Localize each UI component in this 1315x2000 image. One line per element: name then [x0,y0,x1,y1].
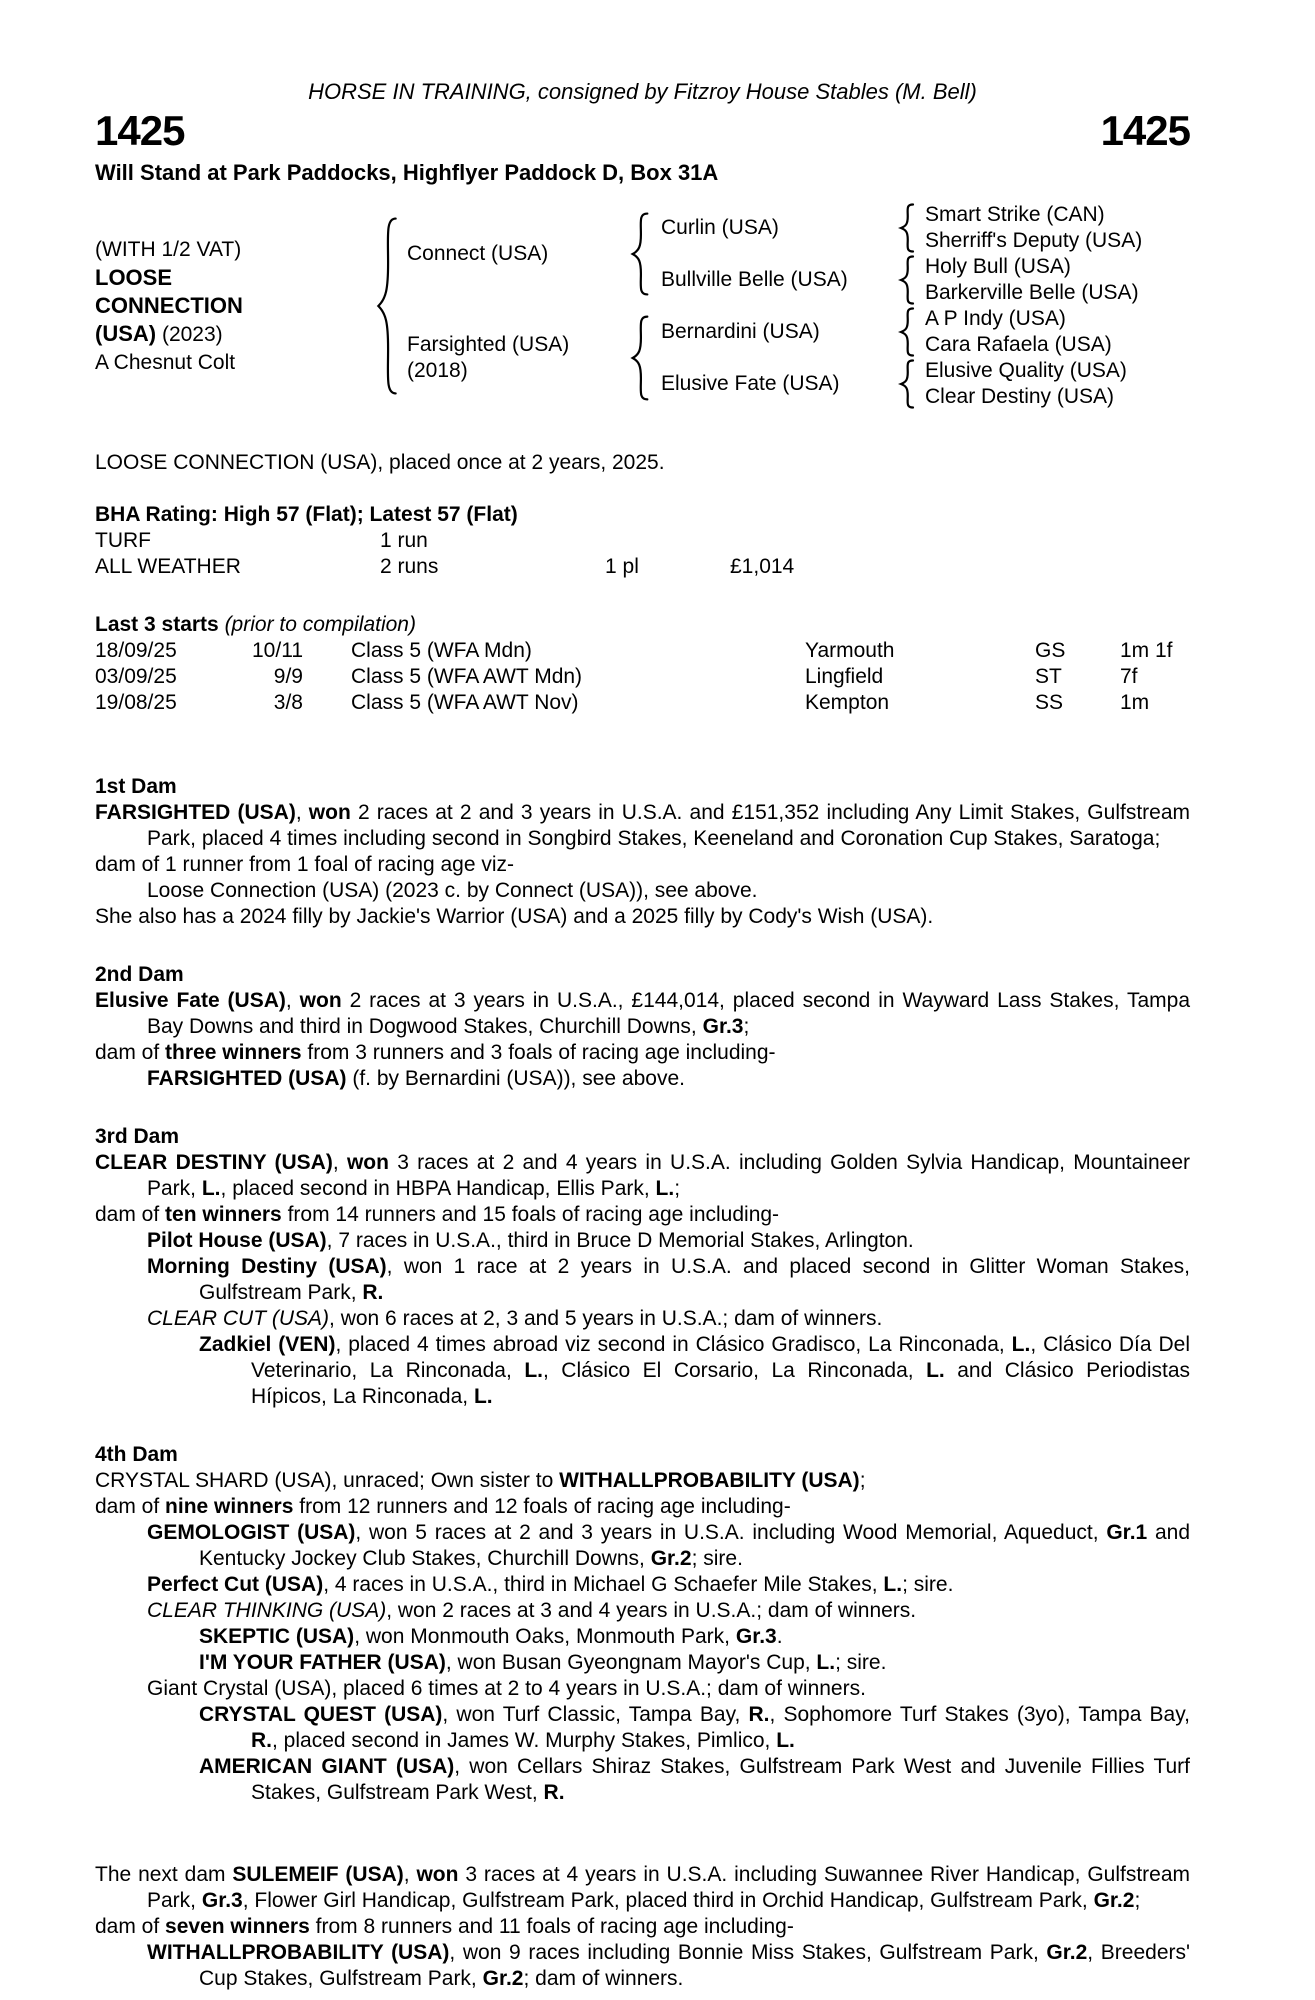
text-segment: ; [859,1469,866,1492]
text-segment: seven winners [165,1915,310,1938]
pedigree-paragraph [147,1676,1190,1702]
granddam-name: Elusive Fate (USA) [661,372,840,395]
race-course: Kempton [805,691,890,714]
pedigree-paragraph [95,1150,1190,1202]
text-segment: Pilot House (USA) [147,1229,327,1252]
text-segment: ; [674,1177,681,1200]
consignment-line: HORSE IN TRAINING, consigned by Fitzroy House Stables (M. Bell) [308,79,977,104]
text-segment: FARSIGHTED (USA) [147,1067,347,1090]
race-date: 18/09/25 [95,639,177,662]
text-segment: and Clásico Periodistas Hípicos, La Rinconada, [251,1359,1190,1408]
last-starts-heading [95,612,1190,638]
text-segment: won [308,801,351,824]
pedigree-paragraph [199,1650,1190,1676]
pedigree-paragraph [147,1228,1190,1254]
race-distance: 7f [1120,665,1138,688]
horse-name-line1: LOOSE [95,264,173,290]
surface-stats-row [95,554,1190,580]
text-segment: ; sire. [902,1573,954,1596]
pedigree-paragraph [147,1598,1190,1624]
text-segment: , won Monmouth Oaks, Monmouth Park, [354,1625,736,1648]
text-segment: ; [743,1015,750,1038]
curly-brace-pair [889,202,925,254]
text-segment: Elusive Fate (USA) [95,989,286,1012]
lot-number-right: 1425 [1100,107,1190,154]
text-segment: I'M YOUR FATHER (USA) [199,1651,446,1674]
surface-runs: 1 run [380,529,428,552]
pedigree-paragraph [95,1040,1190,1066]
text-segment: dam of [95,1041,166,1064]
race-class: Class 5 (WFA AWT Mdn) [351,665,583,688]
text-segment: AMERICAN GIANT (USA) [199,1755,455,1778]
race-position: 9/9 [273,665,303,688]
text-segment: 3 races at 2 and 4 years in U.S.A. including Golden Sylvia Handicap, Mountaineer Park, [147,1151,1190,1200]
text-segment: L. [655,1177,675,1200]
text-segment: CLEAR DESTINY (USA) [95,1151,333,1174]
race-distance: 1m 1f [1120,639,1173,662]
text-segment: WITHALLPROBABILITY (USA) [147,1941,450,1964]
text-segment: , placed second in James W. Murphy Stakes, Pimlico, [272,1729,777,1752]
curly-brace-icon [898,359,916,409]
horse-name-line3 [95,320,367,349]
race-going: SS [1035,691,1064,714]
text-segment: Gr.2 [482,1967,524,1990]
race-distance: 1m [1120,691,1150,714]
race-date: 03/09/25 [95,665,177,688]
lot-number-left: 1425 [95,107,185,154]
text-segment: , won Busan Gyeongnam Mayor's Cup, [445,1651,817,1674]
text-segment: , 4 races in U.S.A., third in Michael G Schaefer Mile Stakes, [323,1573,884,1596]
dam-section [95,774,1190,930]
text-segment: , [332,1151,347,1174]
curly-brace-pair [889,254,925,306]
curly-brace-icon [629,314,651,402]
pedigree-paragraph [95,852,1190,878]
curly-brace-icon [629,211,651,297]
text-segment: , won 1 race at 2 years in U.S.A. and placed second in Glitter Woman Stakes, Gulfstream Park, [199,1255,1190,1304]
dam-name: Farsighted (USA) [407,333,570,356]
text-segment: , [403,1863,417,1886]
text-segment: , Clásico Día Del Veterinario, La Rinconada, [251,1333,1190,1382]
text-segment: L. [473,1385,493,1408]
surface-runs: 2 runs [380,555,439,578]
race-going: GS [1035,639,1066,662]
text-segment: WITHALLPROBABILITY (USA) [559,1469,860,1492]
text-segment: ; sire. [691,1547,743,1570]
pedigree-paragraph [95,1914,1190,1940]
great-grandparent-name: Sherriff's Deputy (USA) [925,229,1143,252]
text-segment: 3 races at 4 years in U.S.A. including Suwannee River Handicap, Gulfstream Park, [147,1863,1191,1912]
sire-name: Connect (USA) [407,242,549,265]
text-segment: L. [926,1359,945,1382]
race-date: 19/08/25 [95,691,177,714]
great-grandparent-name: Clear Destiny (USA) [925,385,1115,408]
last-starts-title: Last 3 starts [95,613,219,636]
text-segment: from 8 runners and 11 foals of racing age including- [309,1915,794,1938]
horse-name-suffix: (USA) [95,320,157,346]
great-grandparent-name: A P Indy (USA) [925,307,1066,330]
pedigree-paragraph [95,1494,1190,1520]
pedigree-paragraph [199,1332,1190,1410]
pedigree-paragraph [95,800,1190,852]
section-heading: 2nd Dam [95,963,184,986]
dam-section [95,1862,1190,1992]
text-segment: Gr.2 [1093,1889,1135,1912]
section-heading: 3rd Dam [95,1125,180,1148]
race-course: Yarmouth [805,639,895,662]
dam-section [95,1124,1190,1410]
text-segment: ; sire. [835,1651,887,1674]
text-segment: , 7 races in U.S.A., third in Bruce D Memorial Stakes, Arlington. [326,1229,914,1252]
text-segment: , won 9 races including Bonnie Miss Stakes, Gulfstream Park, [449,1941,1047,1964]
great-grandparent-name: Holy Bull (USA) [925,255,1071,278]
text-segment: Gr.1 [1106,1521,1148,1544]
text-segment: , Clásico El Corsario, La Rinconada, [542,1359,927,1382]
text-segment: won [346,1151,389,1174]
text-segment: . [776,1625,783,1648]
last-starts-block [95,612,1190,716]
pedigree-paragraph [199,1624,1190,1650]
vat-note: (WITH 1/2 VAT) [95,237,242,261]
race-row [95,690,1190,716]
curly-brace-icon [898,255,916,305]
text-segment: Gr.3 [201,1889,243,1912]
text-segment: , won 2 races at 3 and 4 years in U.S.A.; dam of winners. [386,1599,917,1622]
great-grandparent-name: Smart Strike (CAN) [925,203,1105,226]
text-segment: L. [776,1729,795,1752]
pedigree-paragraph [199,1754,1190,1806]
text-segment: SULEMEIF (USA) [232,1863,404,1886]
pedigree-paragraph [147,1306,1190,1332]
pedigree-paragraph [147,1066,1190,1092]
section-heading: 1st Dam [95,775,177,798]
grandsire-name: Bernardini (USA) [661,320,820,343]
text-segment: L. [883,1573,903,1596]
text-segment: , Sophomore Turf Stakes (3yo), Tampa Bay, [769,1703,1190,1726]
text-segment: , Flower Girl Handicap, Gulfstream Park, placed third in Orchid Handicap, Gulfstream Park, [242,1889,1094,1912]
foaling-year: (2023) [161,322,223,346]
great-grandparent-name: Cara Rafaela (USA) [925,333,1112,356]
curly-brace-main [367,202,407,410]
text-segment: CLEAR CUT (USA) [147,1307,330,1330]
pedigree-paragraph [147,1572,1190,1598]
curly-brace-pair [889,306,925,358]
text-segment: ; [1134,1889,1141,1912]
curly-brace-icon [898,307,916,357]
text-segment: ; dam of winners. [523,1967,684,1990]
pedigree-paragraph [199,1702,1190,1754]
text-segment: Giant Crystal (USA), placed 6 times at 2 to 4 years in U.S.A.; dam of winners. [147,1677,866,1700]
surface-label: TURF [95,529,151,552]
text-segment: She also has a 2024 filly by Jackie's Warrior (USA) and a 2025 filly by Cody's Wish (USA). [95,905,934,928]
text-segment: and Kentucky Jockey Club Stakes, Churchill Downs, [199,1521,1191,1570]
dam-sections [95,774,1190,1992]
dam-section [95,1442,1190,1806]
pedigree-paragraph [95,988,1190,1040]
race-row [95,664,1190,690]
race-going: ST [1035,665,1062,688]
text-segment: SKEPTIC (USA) [199,1625,355,1648]
text-segment: , won 6 races at 2, 3 and 5 years in U.S.A.; dam of winners. [329,1307,883,1330]
pedigree-paragraph [147,1254,1190,1306]
text-segment: 2 races at 3 years in U.S.A., £144,014, placed second in Wayward Lass Stakes, Tampa Bay Downs and third in Dogwood Stakes, Churchill Downs, [147,989,1191,1038]
text-segment: Gr.2 [650,1547,692,1570]
text-segment: (f. by Bernardini (USA)), see above. [346,1067,685,1090]
lot-number-row [95,108,1190,154]
text-segment: , [285,989,300,1012]
dam-section [95,962,1190,1092]
horse-name-line2: CONNECTION [95,292,243,318]
race-row [95,638,1190,664]
curly-brace-icon [898,203,916,253]
text-segment: R. [362,1281,384,1304]
text-segment: ten winners [165,1203,282,1226]
surface-placed: 1 pl [605,555,639,578]
dam-year: (2018) [407,359,468,382]
text-segment: , won 5 races at 2 and 3 years in U.S.A. including Wood Memorial, Aqueduct, [355,1521,1107,1544]
curly-brace-icon [374,213,400,399]
race-summary: LOOSE CONNECTION (USA), placed once at 2 years, 2025. [95,451,665,474]
text-segment: Loose Connection (USA) (2023 c. by Connect (USA)), see above. [147,879,758,902]
pedigree-paragraph [95,1468,1190,1494]
pedigree-paragraph [147,1940,1190,1992]
race-course: Lingfield [805,665,884,688]
text-segment: FARSIGHTED (USA) [95,801,296,824]
text-segment: dam of [95,1915,166,1938]
lot-info-block [95,202,367,410]
pedigree-paragraph [147,1520,1190,1572]
text-segment: R. [748,1703,770,1726]
pedigree-paragraph [95,1202,1190,1228]
text-segment: L. [524,1359,543,1382]
pedigree-paragraph [147,878,1190,904]
text-segment: from 3 runners and 3 foals of racing age including- [301,1041,776,1064]
surface-placed [605,528,730,554]
last-starts-subtitle: (prior to compilation) [218,613,416,636]
stand-location: Will Stand at Park Paddocks, Highflyer Paddock D, Box 31A [95,160,719,185]
race-position: 3/8 [273,691,303,714]
colour-sex: A Chesnut Colt [95,350,236,374]
race-class: Class 5 (WFA Mdn) [351,639,532,662]
dam-block [407,306,619,410]
pedigree-paragraph [95,1862,1190,1914]
text-segment: won [299,989,342,1012]
text-segment: from 12 runners and 12 foals of racing age including- [293,1495,791,1518]
text-segment: , won Cellars Shiraz Stakes, Gulfstream Park West and Juvenile Fillies Turf Stakes, Gulfstream Park West, [251,1755,1191,1804]
text-segment: L. [201,1177,221,1200]
text-segment: , placed second in HBPA Handicap, Ellis Park, [220,1177,656,1200]
text-segment: Gr.2 [1046,1941,1088,1964]
text-segment: , placed 4 times abroad viz second in Clásico Gradisco, La Rinconada, [335,1333,1012,1356]
text-segment: R. [251,1729,272,1752]
text-segment: nine winners [165,1495,294,1518]
text-segment: CLEAR THINKING (USA) [147,1599,387,1622]
text-segment: three winners [165,1041,302,1064]
surface-earnings: £1,014 [730,555,795,578]
text-segment: 2 races at 2 and 3 years in U.S.A. and £151,352 including Any Limit Stakes, Gulfstream Park, placed 4 times including second in Songbird Stakes, Keeneland and Coronation Cup Stakes, Saratoga; [147,801,1190,850]
great-grandparent-name: Elusive Quality (USA) [925,359,1127,382]
great-grandparent-name: Barkerville Belle (USA) [925,281,1139,304]
text-segment: GEMOLOGIST (USA) [147,1521,356,1544]
text-segment: Morning Destiny (USA) [147,1255,387,1278]
text-segment: Gr.3 [702,1015,744,1038]
text-segment: CRYSTAL SHARD (USA), unraced; Own sister to [95,1469,560,1492]
race-class: Class 5 (WFA AWT Nov) [351,691,579,714]
surface-label: ALL WEATHER [95,555,241,578]
text-segment: Zadkiel (VEN) [199,1333,336,1356]
granddam-name: Bullville Belle (USA) [661,268,848,291]
text-segment: CRYSTAL QUEST (USA) [199,1703,443,1726]
text-segment: The next dam [95,1863,233,1886]
grandsire-name: Curlin (USA) [661,216,779,239]
curly-brace-dam [619,306,661,410]
section-heading: 4th Dam [95,1443,178,1466]
text-segment: Gr.3 [735,1625,777,1648]
bha-rating: BHA Rating: High 57 (Flat); Latest 57 (Flat) [95,503,518,526]
text-segment: dam of [95,1495,166,1518]
text-segment: , [295,801,309,824]
curly-brace-sire [619,202,661,306]
text-segment: L. [1011,1333,1031,1356]
text-segment: dam of 1 runner from 1 foal of racing age viz- [95,853,515,876]
text-segment: Perfect Cut (USA) [147,1573,324,1596]
text-segment: , won Turf Classic, Tampa Bay, [442,1703,749,1726]
text-segment: dam of [95,1203,166,1226]
text-segment: won [416,1863,459,1886]
pedigree-tree [95,202,1190,410]
curly-brace-pair [889,358,925,410]
text-segment: R. [543,1781,565,1804]
race-position: 10/11 [252,639,303,662]
pedigree-paragraph [95,904,1190,930]
text-segment: from 14 runners and 15 foals of racing age including- [281,1203,780,1226]
text-segment: , Breeders' Cup Stakes, Gulfstream Park, [199,1941,1190,1990]
text-segment: L. [816,1651,836,1674]
surface-stats-row [95,528,1190,554]
